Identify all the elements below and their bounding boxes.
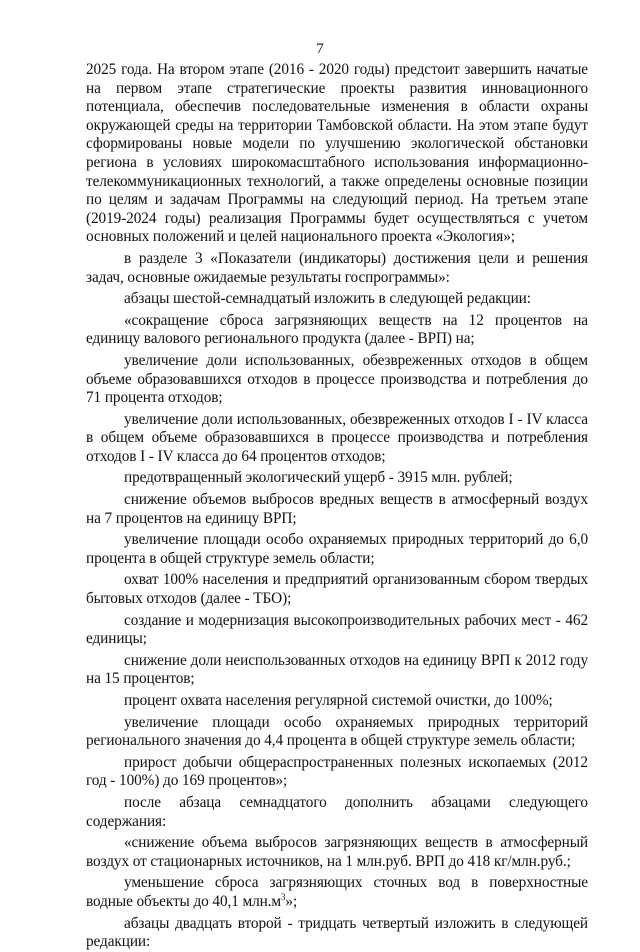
wastewater-text: уменьшение сброса загрязняющих сточных вод в поверхностные водные объекты до 40,1 млн.м	[86, 874, 588, 910]
paragraph-mineral-extraction: прирост добычи общераспространенных полезных ископаемых (2012 год - 100%) до 169 процентов»;	[86, 753, 588, 790]
page-number: 7	[316, 41, 324, 57]
document-body	[86, 61, 588, 952]
paragraph-regional-protected-areas: увеличение площади особо охраняемых природных территорий регионального значения до 4,4 процента в общей структуре земель области;	[86, 713, 588, 750]
paragraph-prevented-damage: предотвращенный экологический ущерб - 3915 млн. рублей;	[124, 469, 513, 487]
paragraph-protected-areas: увеличение площади особо охраняемых природных территорий до 6,0 процента в общей структуре земель области;	[86, 531, 588, 567]
paragraph-unused-waste: снижение доли неиспользованных отходов на единицу ВРП к 2012 году на 15 процентов;	[86, 651, 588, 688]
paragraph-stationary-emissions: «снижение объема выбросов загрязняющих веществ в атмосферный воздух от стационарных источников, на 1 млн.руб. ВРП до 418 кг/млн.руб.;	[86, 834, 588, 870]
paragraph-wastewater	[86, 874, 588, 911]
paragraph-pollutant-discharge: «сокращение сброса загрязняющих веществ на 12 процентов на единицу валового регионального продукта (далее - ВРП) на;	[86, 311, 588, 348]
paragraph-cleaning-coverage: процент охвата населения регулярной системой очистки, до 100%;	[124, 692, 553, 709]
paragraph-waste-collection: охват 100% населения и предприятий организованным сбором твердых бытовых отходов (далее - ТБО);	[86, 571, 588, 608]
wastewater-tail: »;	[285, 892, 298, 910]
paragraph-stage-description: 2025 года. На втором этапе (2016 - 2020 годы) предстоит завершить начатые на первом этапе стратегические проекты развития инновационного потенциала, обеспечив последовательные изменения в области охраны окружающей среды на территории Тамбовской области. На этом этапе будут сформированы новые модели по улучшению экологической обстановки региона в условиях широкомасштабного использования информационно-телекоммуникационных технологий, а также определены основные позиции по целям и задачам Программы на следующий период. На третьем этапе (2019-2024 годы) реализация Программы будет осуществляться с учетом основных положений и целей национального проекта «Экология»;	[86, 61, 588, 246]
paragraph-after-17: после абзаца семнадцатого дополнить абзацами следующего содержания:	[86, 793, 588, 830]
paragraph-amendment-22-34: абзацы двадцать второй - тридцать четвертый изложить в следующей редакции:	[86, 914, 588, 951]
paragraph-workplaces: создание и модернизация высокопроизводительных рабочих мест - 462 единицы;	[86, 611, 588, 648]
paragraph-waste-class: увеличение доли использованных, обезвреженных отходов I - IV класса в общем объеме образовавшихся в процессе производства и потребления отходов I - IV класса до 64 процентов отходов;	[86, 410, 588, 465]
paragraph-amendment-6-17: абзацы шестой-семнадцатый изложить в следующей редакции:	[124, 290, 531, 308]
paragraph-waste-share: увеличение доли использованных, обезвреженных отходов в общем объеме образовавшихся отходов в процессе производства и потребления до 71 процента отходов;	[86, 351, 588, 407]
cubic-superscript: 3	[281, 891, 286, 902]
paragraph-emissions-reduction: снижение объемов выбросов вредных веществ в атмосферный воздух на 7 процентов на единицу ВРП;	[86, 491, 588, 527]
paragraph-section-3: в разделе 3 «Показатели (индикаторы) достижения цели и решения задач, основные ожидаемые результаты госпрограммы»:	[86, 249, 588, 286]
